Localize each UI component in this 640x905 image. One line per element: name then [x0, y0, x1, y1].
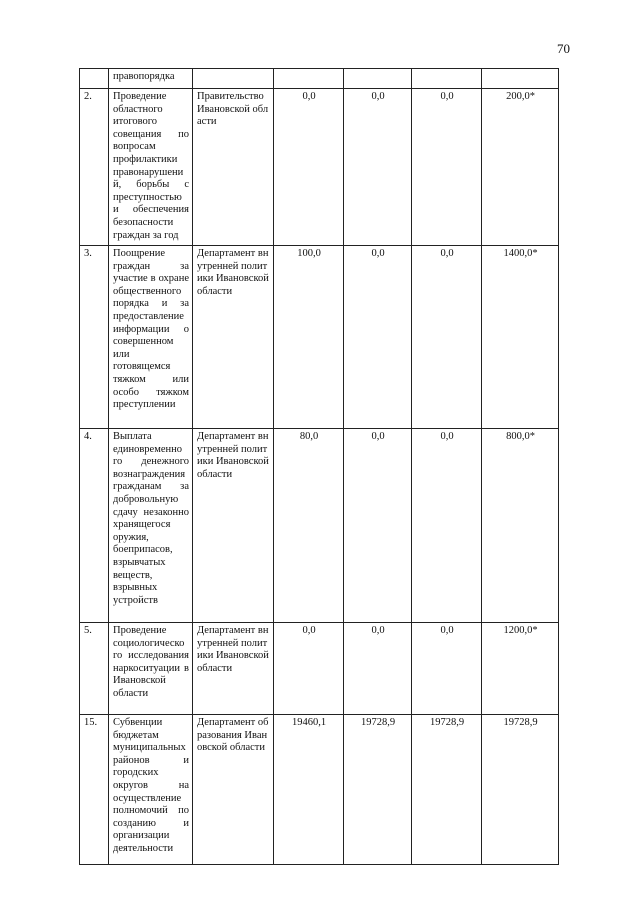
activity-name-cell: [109, 246, 193, 429]
row-number-cell: 2.: [80, 89, 109, 246]
program-budget-table: [79, 68, 559, 865]
executor-name: Департамент внутренней политики Ивановской области: [197, 431, 269, 480]
executor-cell: [193, 715, 274, 865]
row-number-cell: 4.: [80, 429, 109, 623]
executor-name: Департамент внутренней политики Ивановской области: [197, 248, 269, 297]
page-number: 70: [557, 41, 570, 56]
row-number-cell: 15.: [80, 715, 109, 865]
activity-name-cell: [109, 429, 193, 623]
value-cell-3: 19728,9: [412, 715, 482, 865]
executor-name: Правительство Ивановской области: [197, 91, 269, 128]
value-cell-3: 0,0: [412, 623, 482, 715]
table-row: [80, 623, 559, 715]
activity-name: Проведение областного итогового совещания по вопросам профилактики правонарушени й, борьбы с преступностью и обеспечения безопасности граждан за год: [113, 91, 189, 241]
executor-cell: [193, 429, 274, 623]
value-cell-1: 0,0: [274, 89, 344, 246]
value-cell-1: 0,0: [274, 623, 344, 715]
row-number-cell: 5.: [80, 623, 109, 715]
value-cell-1: 19460,1: [274, 715, 344, 865]
table-row: [80, 89, 559, 246]
value-cell-4: [482, 69, 559, 89]
value-cell-2: 0,0: [344, 429, 412, 623]
executor-name: Департамент внутренней политики Ивановской области: [197, 625, 269, 674]
value-cell-4: 200,0*: [482, 89, 559, 246]
value-cell-1: [274, 69, 344, 89]
executor-cell: [193, 246, 274, 429]
activity-name-cell: [109, 623, 193, 715]
value-cell-3: 0,0: [412, 429, 482, 623]
table-row: [80, 429, 559, 623]
table-row: [80, 246, 559, 429]
activity-name: Поощрение граждан за участие в охране общественного порядка и за предоставление информации о совершенном или готовящемся тяжком или особо тяжком преступлении: [113, 248, 189, 411]
table-row: [80, 715, 559, 865]
activity-name-cell: [109, 715, 193, 865]
value-cell-4: 800,0*: [482, 429, 559, 623]
value-cell-3: [412, 69, 482, 89]
value-cell-1: 80,0: [274, 429, 344, 623]
activity-name: Субвенции бюджетам муниципальных районов и городских округов на осуществление полномочий по созданию и организации деятельности: [113, 717, 189, 854]
row-number-cell: 3.: [80, 246, 109, 429]
row-number-cell: [80, 69, 109, 89]
activity-name-cell: [109, 69, 193, 89]
activity-name-cell: [109, 89, 193, 246]
value-cell-4: 1400,0*: [482, 246, 559, 429]
table-row: [80, 69, 559, 89]
value-cell-2: 0,0: [344, 246, 412, 429]
activity-name: Выплата единовременно го денежного вознаграждения гражданам за добровольную сдачу незаконно хранящегося оружия, боеприпасов, взрывчатых веществ, взрывных устройств: [113, 431, 189, 606]
value-cell-2: [344, 69, 412, 89]
value-cell-4: 1200,0*: [482, 623, 559, 715]
value-cell-3: 0,0: [412, 89, 482, 246]
executor-cell: [193, 623, 274, 715]
value-cell-3: 0,0: [412, 246, 482, 429]
activity-name: правопорядка: [113, 71, 175, 82]
value-cell-2: 0,0: [344, 89, 412, 246]
value-cell-2: 0,0: [344, 623, 412, 715]
executor-cell: [193, 89, 274, 246]
value-cell-2: 19728,9: [344, 715, 412, 865]
activity-name: Проведение социологическо го исследования наркоситуации в Ивановской области: [113, 625, 189, 699]
executor-cell: [193, 69, 274, 89]
executor-name: Департамент образования Ивановской области: [197, 717, 269, 754]
value-cell-4: 19728,9: [482, 715, 559, 865]
value-cell-1: 100,0: [274, 246, 344, 429]
